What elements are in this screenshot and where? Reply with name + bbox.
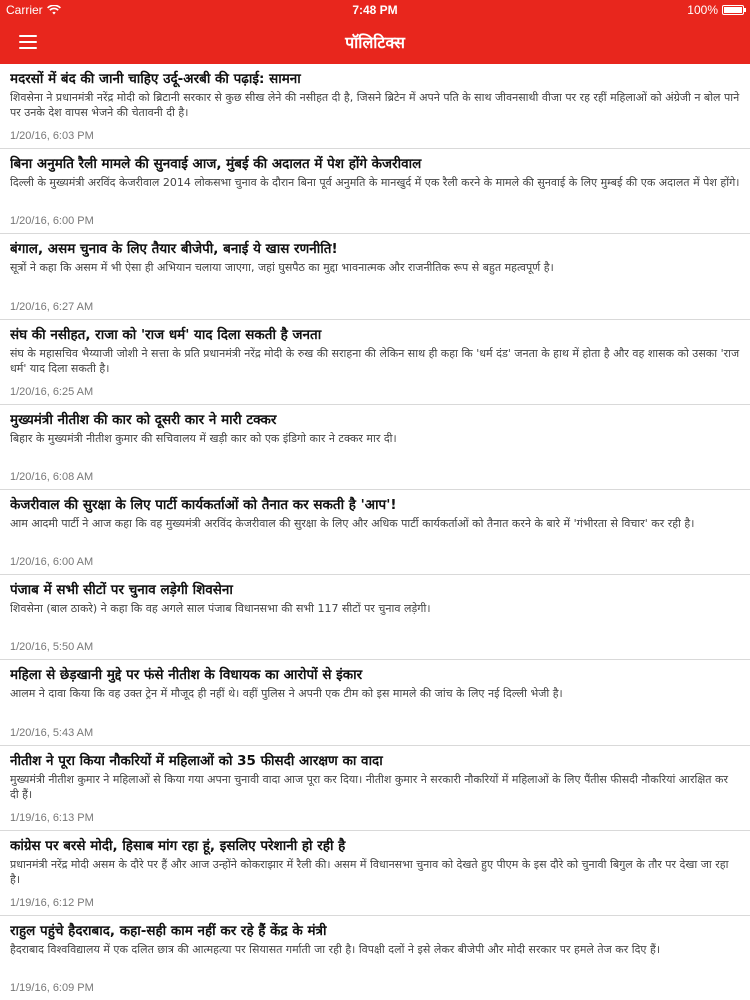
news-headline[interactable]: केजरीवाल की सुरक्षा के लिए पार्टी कार्यकर्ताओं को तैनात कर सकती है 'आप'!: [10, 496, 397, 513]
news-headline[interactable]: मदरसों में बंद की जानी चाहिए उर्दू-अरबी की पढ़ाई: सामना: [10, 71, 301, 87]
news-summary: बिहार के मुख्यमंत्री नीतीश कुमार की सचिवालय में खड़ी कार को एक इंडिगो कार ने टक्कर मार दी।: [10, 431, 397, 445]
news-timestamp: 1/20/16, 6:00 AM: [10, 556, 94, 569]
news-item[interactable]: [0, 746, 750, 831]
news-item[interactable]: [0, 320, 750, 405]
news-timestamp: 1/20/16, 6:08 AM: [10, 470, 94, 483]
news-summary: आम आदमी पार्टी ने आज कहा कि वह मुख्यमंत्री अरविंद केजरीवाल की सुरक्षा के लिए और अधिक पार्टी कार्यकर्ताओं को तैनात करने के बारे में 'गंभीरता से विचार' कर रही है।: [10, 516, 695, 530]
news-timestamp: 1/19/16, 6:09 PM: [10, 982, 94, 995]
news-item[interactable]: [0, 64, 750, 149]
news-summary: प्रधानमंत्री नरेंद्र मोदी असम के दौरे पर हैं और आज उन्होंने कोकराझार में रैली की। असम में विधानसभा चुनाव को देखते हुए पीएम के इस दौरे को चुनावी बिगुल के तौर पर देखा जा रहा है।: [10, 857, 729, 886]
status-bar: [0, 0, 750, 20]
news-item[interactable]: [0, 575, 750, 660]
news-timestamp: 1/20/16, 6:27 AM: [10, 300, 94, 313]
news-headline[interactable]: बंगाल, असम चुनाव के लिए तैयार बीजेपी, बनाई ये खास रणनीति!: [10, 241, 338, 258]
news-item[interactable]: [0, 405, 750, 490]
news-item[interactable]: [0, 831, 750, 916]
status-time: 7:48 PM: [352, 3, 398, 17]
battery-fill: [724, 7, 742, 13]
news-item[interactable]: [0, 490, 750, 575]
news-item[interactable]: [0, 916, 750, 1000]
news-headline[interactable]: नीतीश ने पूरा किया नौकरियों में महिलाओं को 35 फीसदी आरक्षण का वादा: [10, 752, 383, 769]
news-timestamp: 1/20/16, 5:43 AM: [10, 726, 94, 739]
news-timestamp: 1/20/16, 6:03 PM: [10, 130, 94, 143]
news-headline[interactable]: बिना अनुमति रैली मामले की सुनवाई आज, मुंबई की अदालत में पेश होंगे केजरीवाल: [10, 156, 422, 173]
nav-bar: [0, 20, 750, 64]
news-headline[interactable]: मुख्यमंत्री नीतीश की कार को दूसरी कार ने मारी टक्कर: [10, 411, 277, 428]
carrier-label: Carrier: [6, 3, 43, 17]
news-timestamp: 1/20/16, 5:50 AM: [10, 641, 94, 654]
news-timestamp: 1/19/16, 6:13 PM: [10, 811, 94, 824]
news-summary: मुख्यमंत्री नीतीश कुमार ने महिलाओं से किया गया अपना चुनावी वादा आज पूरा कर दिया। नीतीश कुमार ने सरकारी नौकरियों में महिलाओं के लिए पैंतीस फीसदी नौकरियां आरक्षित कर दी हैं।: [10, 772, 728, 801]
news-summary: सूत्रों ने कहा कि असम में भी ऐसा ही अभियान चलाया जाएगा, जहां घुसपैठ का मुद्दा भावनात्मक और राजनीतिक रूप से बहुत महत्वपूर्ण है।: [10, 261, 554, 275]
news-item[interactable]: [0, 149, 750, 234]
news-item[interactable]: [0, 660, 750, 745]
news-summary: शिवसेना ने प्रधानमंत्री नरेंद्र मोदी को ब्रिटानी सरकार से कुछ सीख लेने की नसीहत दी है, जिसने ब्रिटेन में अपने पति के साथ जीवनसाथी वीजा पर रह रहीं महिलाओं को अंग्रेजी न बोल पाने पर उनके देश वापस भेजने की चेतावनी दी है।: [10, 91, 740, 119]
news-headline[interactable]: पंजाब में सभी सीटों पर चुनाव लड़ेगी शिवसेना: [10, 582, 233, 599]
news-summary: संघ के महासचिव भैय्याजी जोशी ने सत्ता के प्रति प्रधानमंत्री नरेंद्र मोदी के रुख की सराहना की लेकिन साथ ही कहा कि 'धर्म दंड' जनता के हाथ में होता है और वह शासक को उसका 'राज धर्म' याद दिला सकती है।: [10, 346, 740, 375]
news-timestamp: 1/20/16, 6:00 PM: [10, 215, 94, 228]
news-headline[interactable]: कांग्रेस पर बरसे मोदी, हिसाब मांग रहा हूं, इसलिए परेशानी हो रही है: [10, 837, 346, 854]
news-summary: दिल्ली के मुख्यमंत्री अरविंद केजरीवाल 2014 लोकसभा चुनाव के दौरान बिना पूर्व अनुमति के मानखुर्द में एक रैली करने के मामले की सुनवाई के लिए मुम्बई की एक अदालत में पेश होंगे।: [10, 176, 740, 190]
news-headline[interactable]: राहुल पहुंचे हैदराबाद, कहा-सही काम नहीं कर रहे हैं केंद्र के मंत्री: [10, 922, 327, 939]
news-list: [0, 64, 750, 1000]
news-summary: हैदराबाद विश्वविद्यालय में एक दलित छात्र की आत्महत्या पर सियासत गर्माती जा रही है। विपक्षी दलों ने इसे लेकर बीजेपी और मोदी सरकार पर हमले तेज कर दिए हैं।: [10, 942, 661, 956]
news-summary: आलम ने दावा किया कि वह उक्त ट्रेन में मौजूद ही नहीं थे। वहीं पुलिस ने अपनी एक टीम को इस मामले की जांच के लिए नई दिल्ली भेजी है।: [10, 687, 563, 701]
battery-icon: [722, 5, 744, 15]
news-headline[interactable]: महिला से छेड़खानी मुद्दे पर फंसे नीतीश के विधायक का आरोपों से इंकार: [10, 667, 363, 684]
news-timestamp: 1/19/16, 6:12 PM: [10, 896, 94, 909]
news-item[interactable]: [0, 234, 750, 319]
news-summary: शिवसेना (बाल ठाकरे) ने कहा कि वह अगले साल पंजाब विधानसभा की सभी 117 सीटों पर चुनाव लड़ेगी।: [10, 602, 431, 616]
page-title: पॉलिटिक्स: [345, 33, 405, 52]
status-right: [687, 3, 744, 17]
battery-percent: 100%: [687, 3, 718, 17]
news-timestamp: 1/20/16, 6:25 AM: [10, 385, 94, 398]
news-headline[interactable]: संघ की नसीहत, राजा को 'राज धर्म' याद दिला सकती है जनता: [10, 326, 322, 343]
